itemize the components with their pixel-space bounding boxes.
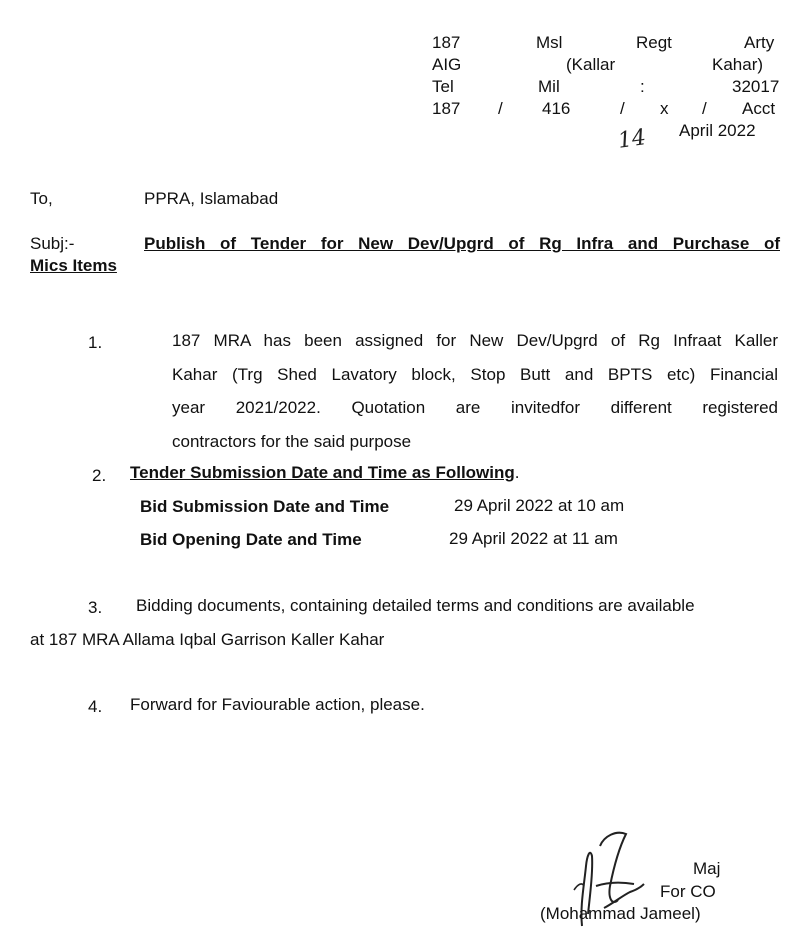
bid-submission-label: Bid Submission Date and Time [140, 497, 390, 516]
signatory-name: (Mohammad Jameel) [540, 904, 701, 923]
address-line-1: 187 Msl Regt Arty [432, 33, 775, 52]
date-day-handwritten: 14 [616, 125, 648, 154]
subject-line-2: Mics Items [30, 256, 117, 275]
paragraph-line: year 2021/2022. Quotation are invitedfor different registered [172, 398, 778, 417]
date-month-year: April 2022 [679, 121, 756, 140]
bid-submission-value: 29 April 2022 at 10 am [454, 496, 625, 515]
paragraph-line: at 187 MRA Allama Iqbal Garrison Kaller Kahar [30, 630, 385, 649]
paragraph-number: 2. [92, 466, 107, 485]
paragraph-number: 3. [88, 598, 103, 617]
address-line-3: Tel Mil : 32017 [432, 77, 780, 96]
subject-line-1: Publish of Tender for New Dev/Upgrd of Rg Infra and Purchase of [144, 234, 780, 253]
paragraph-line: Kahar (Trg Shed Lavatory block, Stop Butt and BPTS etc) Financial [172, 365, 778, 384]
paragraph-line: Bidding documents, containing detailed terms and conditions are available [136, 596, 695, 615]
recipient-label: To, [30, 189, 53, 208]
paragraph-number: 4. [88, 697, 103, 716]
address-line-2: AIG (Kallar Kahar) [432, 55, 764, 74]
bid-opening-label: Bid Opening Date and Time [140, 530, 362, 549]
signatory-for: For CO [660, 882, 716, 901]
paragraph-text: Forward for Faviourable action, please. [130, 695, 425, 714]
paragraph-heading-wrap [130, 463, 520, 483]
signatory-rank: Maj [693, 859, 721, 878]
tender-heading-suffix: . [514, 463, 520, 482]
recipient-name: PPRA, Islamabad [144, 189, 279, 208]
paragraph-line: contractors for the said purpose [172, 432, 412, 451]
tender-heading: Tender Submission Date and Time as Following [130, 463, 515, 482]
reference-number: 187 / 416 / x / Acct [432, 99, 776, 118]
bid-opening-value: 29 April 2022 at 11 am [449, 529, 618, 548]
subject-label: Subj:- [30, 234, 75, 253]
paragraph-number: 1. [88, 333, 103, 352]
paragraph-line: 187 MRA has been assigned for New Dev/Upgrd of Rg Infraat Kaller [172, 331, 778, 350]
